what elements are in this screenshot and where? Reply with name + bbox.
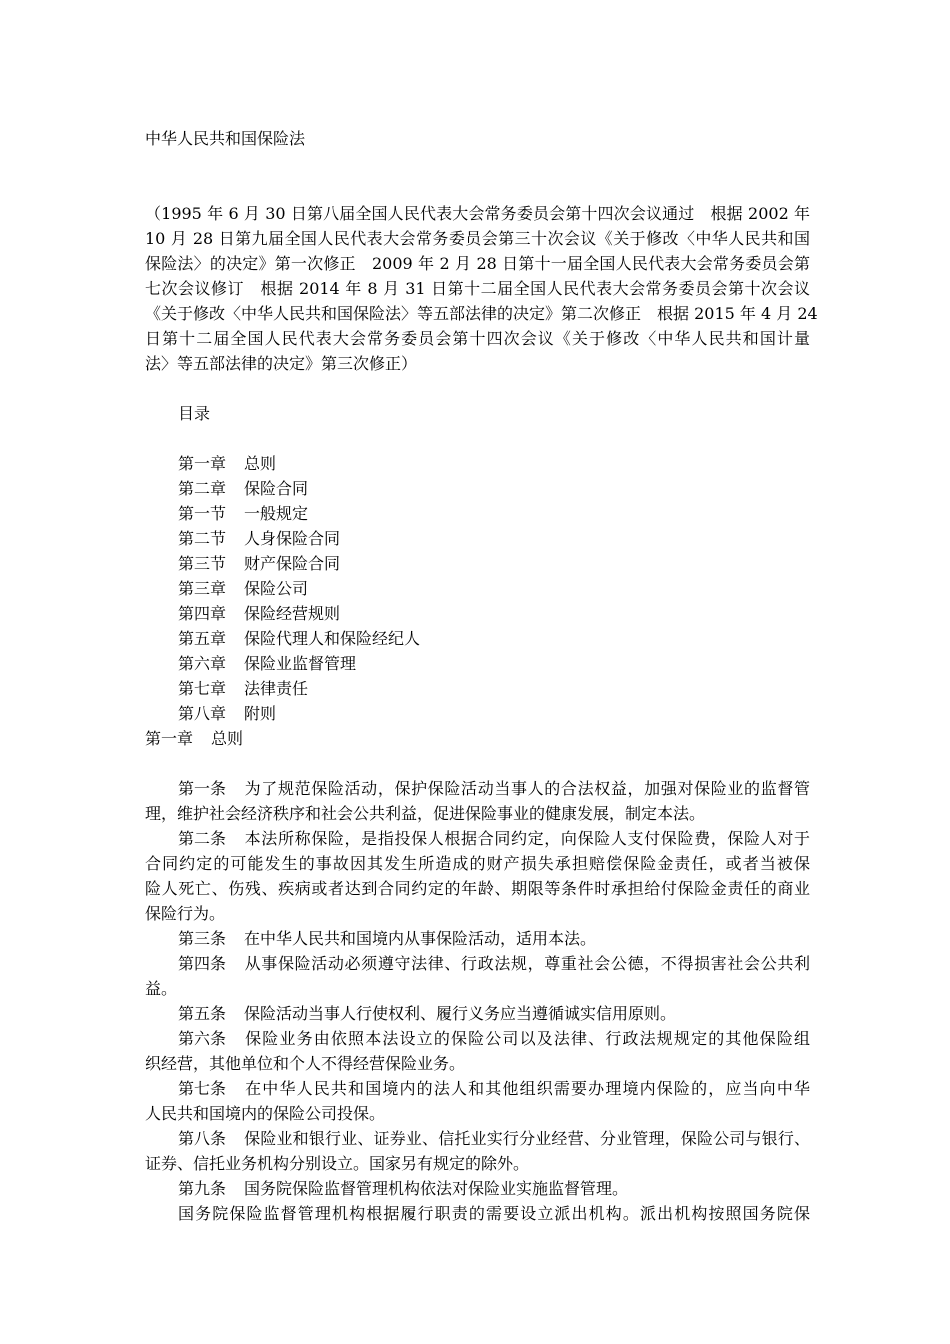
article-line: 理，维护社会经济秩序和社会公共利益，促进保险事业的健康发展，制定本法。 — [145, 804, 706, 823]
toc-item-title: 保险经营规则 — [244, 604, 341, 623]
toc-item-title: 总则 — [244, 454, 277, 473]
toc-item — [178, 451, 420, 476]
article-text: 保险业和银行业、证券业、信托业实行分业经营、分业管理，保险公司与银行、 — [244, 1129, 810, 1148]
article — [145, 776, 810, 826]
article-text: 在中华人民共和国境内从事保险活动，适用本法。 — [244, 929, 597, 948]
article-text: 在中华人民共和国境内的法人和其他组织需要办理境内保险的，应当向中华 — [244, 1079, 810, 1098]
article — [145, 826, 810, 926]
article-line: 益。 — [145, 979, 178, 998]
article — [145, 1126, 810, 1176]
toc-item-number: 第二章 — [178, 479, 227, 498]
toc-item — [178, 576, 420, 601]
article-number: 第四条 — [178, 954, 227, 973]
table-of-contents — [178, 451, 420, 726]
article-number: 第九条 — [178, 1179, 227, 1198]
article-number: 第七条 — [178, 1079, 227, 1098]
article — [145, 1076, 810, 1126]
article — [145, 951, 810, 1001]
toc-item — [178, 626, 420, 651]
article-number: 第八条 — [178, 1129, 227, 1148]
article-line — [145, 951, 810, 976]
preamble-line: （1995 年 6 月 30 日第八届全国人民代表大会常务委员会第十四次会议通过 根据 2002 年 — [145, 204, 810, 223]
article — [145, 1176, 810, 1201]
article-line — [145, 1026, 810, 1051]
toc-item-number: 第八章 — [178, 704, 227, 723]
toc-item-number: 第七章 — [178, 679, 227, 698]
articles — [145, 776, 810, 1226]
article-text: 保险业务由依照本法设立的保险公司以及法律、行政法规规定的其他保险组 — [244, 1029, 810, 1048]
toc-item — [178, 551, 420, 576]
article-line — [145, 1176, 810, 1201]
article-line: 险人死亡、伤残、疾病或者达到合同约定的年龄、期限等条件时承担给付保险金责任的商业 — [145, 879, 810, 898]
preamble-line: 日第十二届全国人民代表大会常务委员会第十四次会议《关于修改〈中华人民共和国计量 — [145, 329, 810, 348]
preamble-line: 10 月 28 日第九届全国人民代表大会常务委员会第三十次会议《关于修改〈中华人民共和国 — [145, 229, 810, 248]
toc-item — [178, 476, 420, 501]
toc-item-number: 第一章 — [178, 454, 227, 473]
article-text: 从事保险活动必须遵守法律、行政法规，尊重社会公德，不得损害社会公共利 — [244, 954, 810, 973]
article-text: 国务院保险监督管理机构依法对保险业实施监督管理。 — [244, 1179, 629, 1198]
article-text: 为了规范保险活动，保护保险活动当事人的合法权益，加强对保险业的监督管 — [244, 779, 810, 798]
toc-item-title: 保险业监督管理 — [244, 654, 357, 673]
article-number: 第一条 — [178, 779, 227, 798]
article-number: 第二条 — [178, 829, 227, 848]
toc-item-number: 第三节 — [178, 554, 227, 573]
article-text: 保险活动当事人行使权利、履行义务应当遵循诚实信用原则。 — [244, 1004, 677, 1023]
article-number: 第六条 — [178, 1029, 227, 1048]
preamble — [145, 201, 818, 376]
article-text: 本法所称保险，是指投保人根据合同约定，向保险人支付保险费，保险人对于 — [244, 829, 810, 848]
chapter-title: 总则 — [211, 729, 244, 748]
preamble-line: 保险法〉的决定》第一次修正 2009 年 2 月 28 日第十一届全国人民代表大会常务委员会第 — [145, 254, 810, 273]
chapter-heading — [145, 726, 243, 751]
toc-item-title: 保险合同 — [244, 479, 309, 498]
article-line — [145, 926, 810, 951]
article-line: 织经营，其他单位和个人不得经营保险业务。 — [145, 1054, 466, 1073]
toc-item-title: 保险代理人和保险经纪人 — [244, 629, 421, 648]
toc-item-title: 财产保险合同 — [244, 554, 341, 573]
toc-item — [178, 601, 420, 626]
toc-item — [178, 676, 420, 701]
toc-item-number: 第五章 — [178, 629, 227, 648]
toc-item — [178, 651, 420, 676]
toc-item-number: 第二节 — [178, 529, 227, 548]
article-line — [145, 1076, 810, 1101]
article — [145, 926, 810, 951]
article-line: 证券、信托业务机构分别设立。国家另有规定的除外。 — [145, 1154, 530, 1173]
article-line — [145, 826, 810, 851]
preamble-line: 《关于修改〈中华人民共和国保险法〉等五部法律的决定》第二次修正 根据 2015 年 4 月 24 — [145, 304, 818, 323]
article-line — [145, 776, 810, 801]
article-paragraph — [145, 1201, 810, 1226]
toc-item-number: 第四章 — [178, 604, 227, 623]
document-title: 中华人民共和国保险法 — [145, 129, 306, 148]
toc-item-title: 人身保险合同 — [244, 529, 341, 548]
toc-item — [178, 526, 420, 551]
article-line: 国务院保险监督管理机构根据履行职责的需要设立派出机构。派出机构按照国务院保 — [178, 1204, 810, 1223]
preamble-line: 七次会议修订 根据 2014 年 8 月 31 日第十二届全国人民代表大会常务委员会第十次会议 — [145, 279, 810, 298]
article-line: 合同约定的可能发生的事故因其发生所造成的财产损失承担赔偿保险金责任，或者当被保 — [145, 854, 810, 873]
toc-item — [178, 701, 420, 726]
article-line: 人民共和国境内的保险公司投保。 — [145, 1104, 386, 1123]
toc-item-title: 附则 — [244, 704, 277, 723]
article-line — [145, 1001, 810, 1026]
preamble-line: 法〉等五部法律的决定》第三次修正） — [145, 354, 418, 373]
article-line — [145, 1126, 810, 1151]
toc-item-title: 法律责任 — [244, 679, 309, 698]
toc-item-number: 第一节 — [178, 504, 227, 523]
toc-item-number: 第六章 — [178, 654, 227, 673]
article-number: 第三条 — [178, 929, 227, 948]
article — [145, 1001, 810, 1026]
toc-heading: 目录 — [178, 404, 211, 423]
article-line: 保险行为。 — [145, 904, 226, 923]
chapter-number: 第一章 — [145, 729, 194, 748]
toc-item — [178, 501, 420, 526]
toc-item-number: 第三章 — [178, 579, 227, 598]
toc-item-title: 一般规定 — [244, 504, 309, 523]
article — [145, 1026, 810, 1076]
toc-item-title: 保险公司 — [244, 579, 309, 598]
article-number: 第五条 — [178, 1004, 227, 1023]
